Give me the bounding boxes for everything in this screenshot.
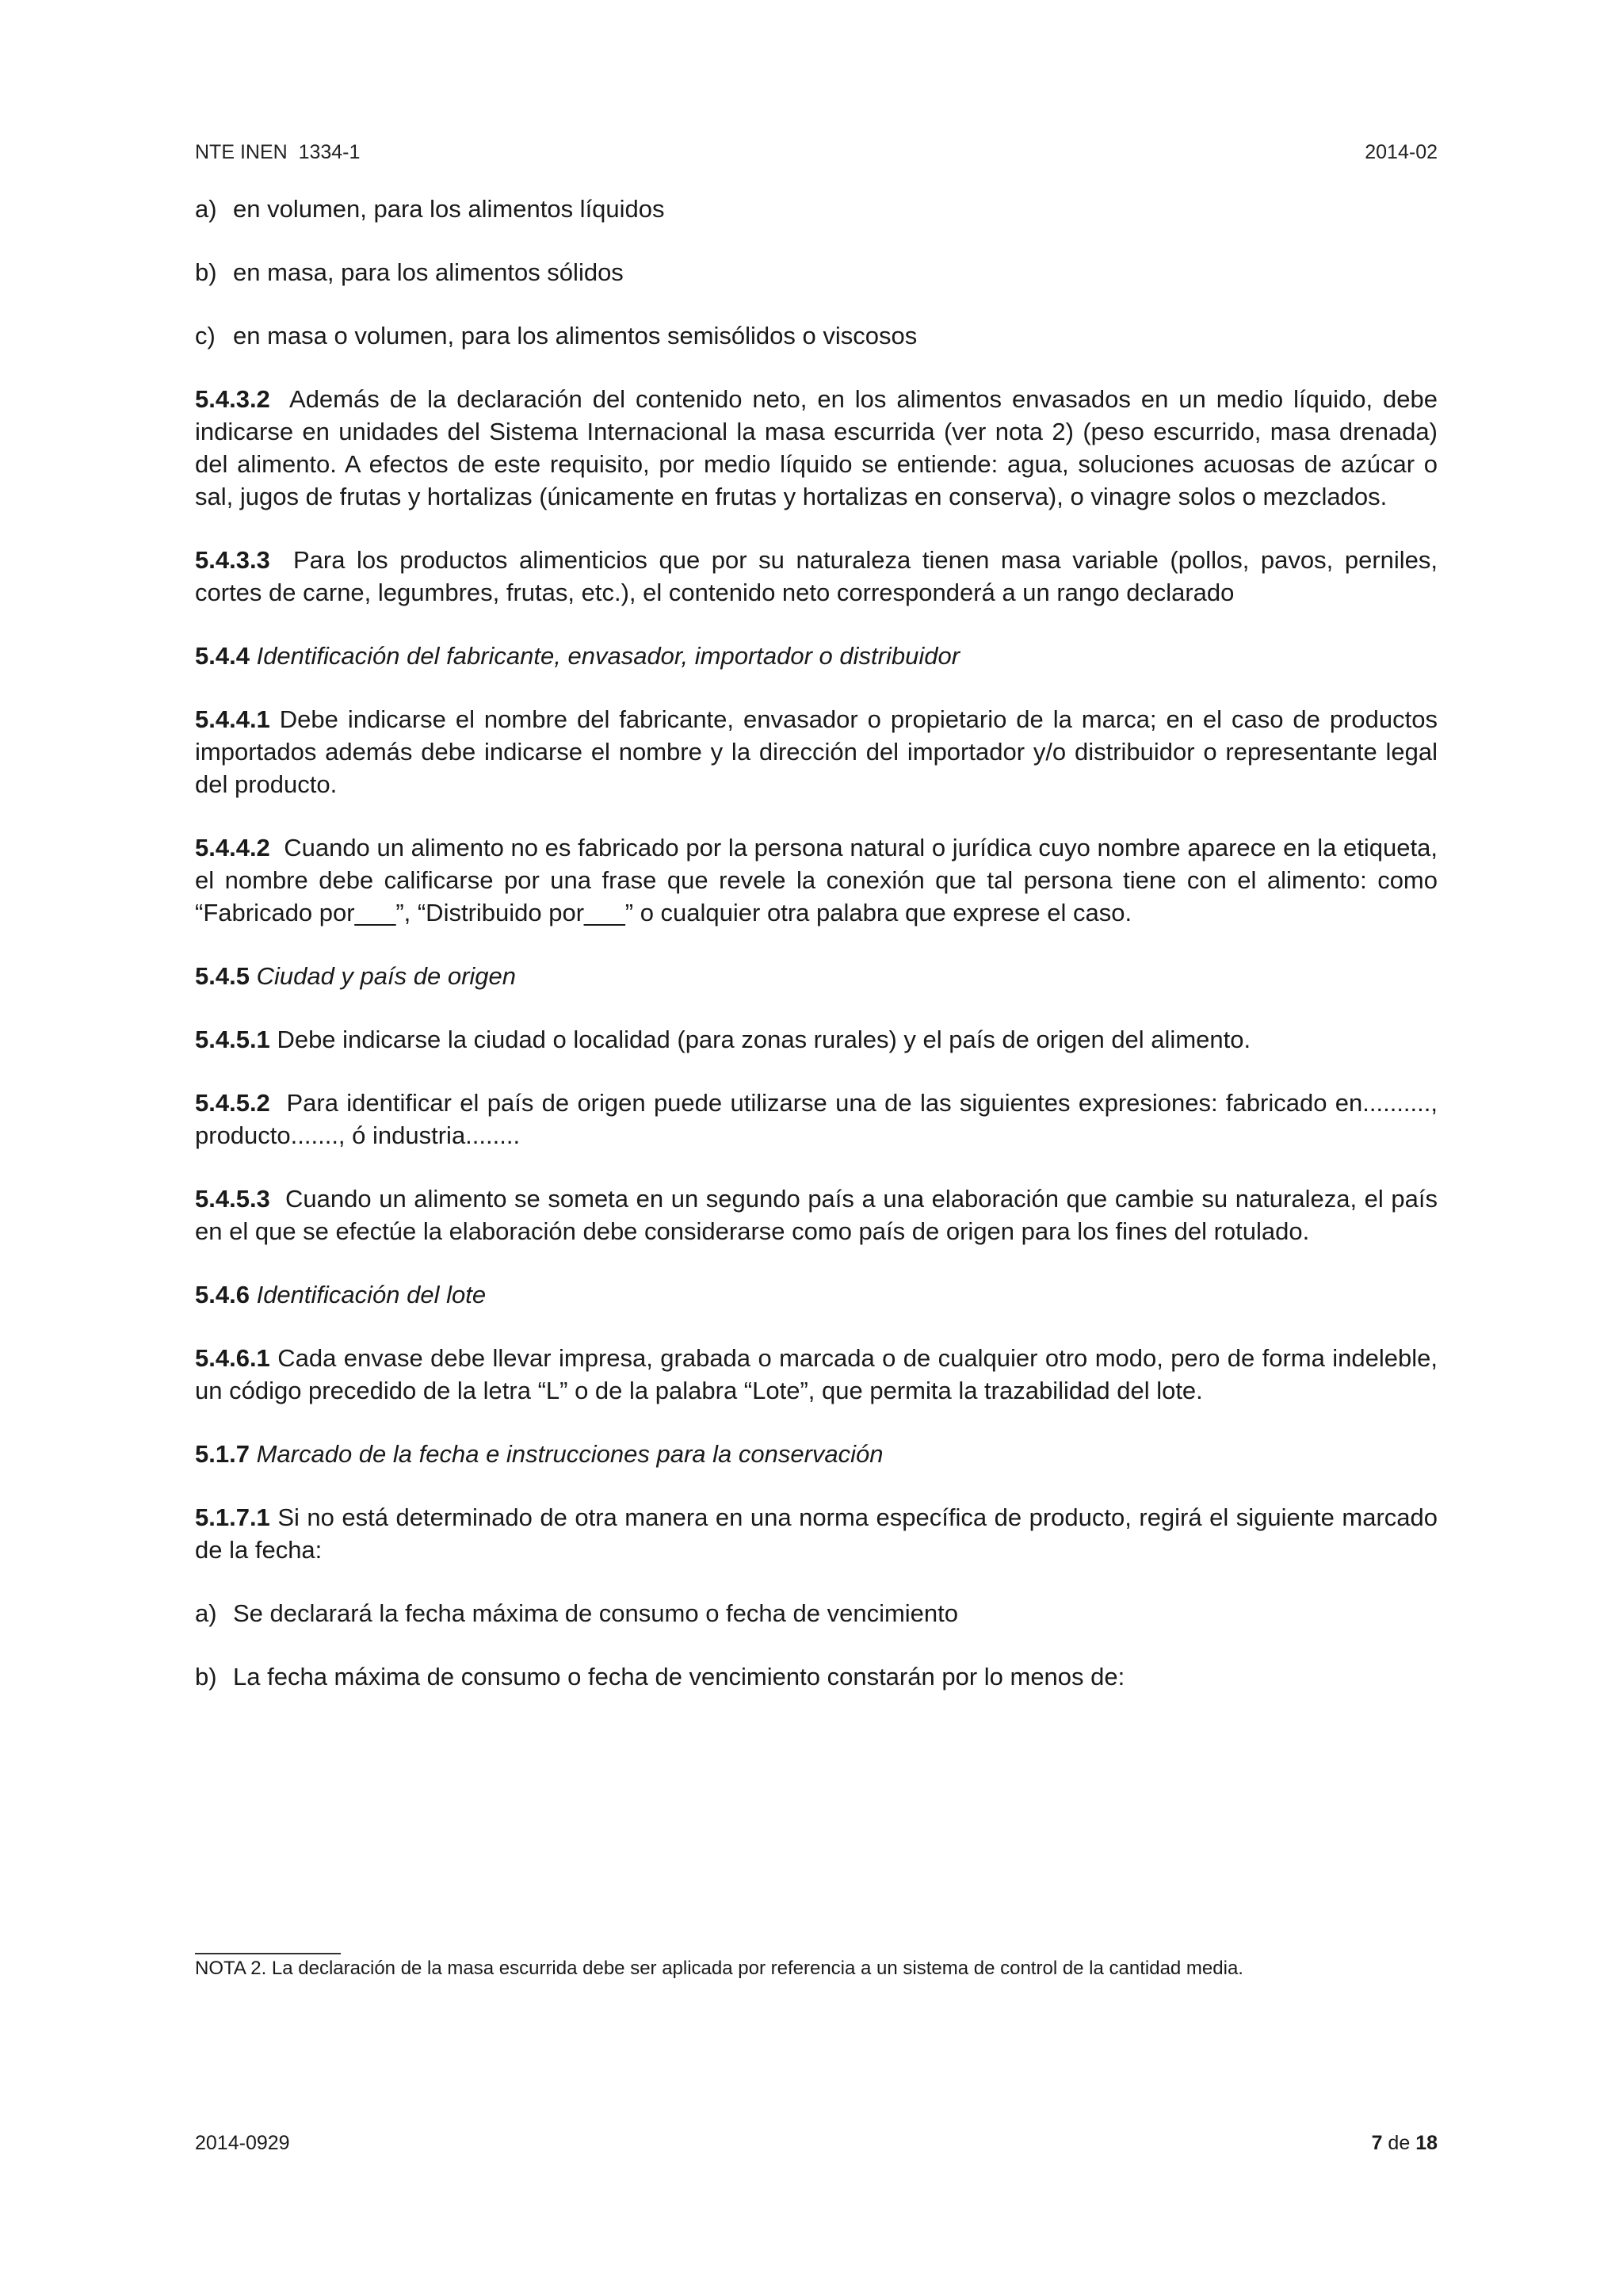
section-number: 5.4.5 <box>195 962 250 990</box>
heading-5-4-6 <box>195 1278 1438 1311</box>
section-number: 5.4.3.3 <box>195 546 270 574</box>
paragraph-text: Cuando un alimento se someta en un segundo país a una elaboración que cambie su naturaleza, el país en el que se efectúe la elaboración debe considerarse como país de origen para los fines del rotulado. <box>195 1185 1438 1245</box>
list-label: a) <box>195 1599 217 1627</box>
section-title: Identificación del lote <box>256 1281 487 1308</box>
list-item <box>195 319 1438 352</box>
list-text: en masa o volumen, para los alimentos semisólidos o viscosos <box>233 322 918 350</box>
heading-5-4-4 <box>195 640 1438 672</box>
list-item <box>195 256 1438 288</box>
footnote: NOTA 2. La declaración de la masa escurrida debe ser aplicada por referencia a un sistema de control de la cantidad media. <box>195 1958 1243 1979</box>
paragraph-text: Además de la declaración del contenido neto, en los alimentos envasados en un medio líquido, debe indicarse en unidades del Sistema Internacional la masa escurrida (ver nota 2) (peso escurrido, masa drenada) del alimento. A efectos de este requisito, por medio líquido se entiende: agua, soluciones acuosas de azúcar o sal, jugos de frutas y hortalizas (únicamente en frutas y hortalizas en conserva), o vinagre solos o mezclados. <box>195 385 1438 510</box>
heading-5-1-7 <box>195 1438 1438 1470</box>
section-number: 5.4.4 <box>195 642 250 670</box>
list-label: b) <box>195 258 217 286</box>
section-number: 5.4.5.2 <box>195 1089 270 1117</box>
list-label: b) <box>195 1663 217 1690</box>
list-item <box>195 1660 1438 1693</box>
paragraph-5-4-3-2 <box>195 383 1438 513</box>
list-text: La fecha máxima de consumo o fecha de vencimiento constarán por lo menos de: <box>233 1663 1125 1690</box>
section-title: Ciudad y país de origen <box>256 962 517 990</box>
paragraph-text: Para los productos alimenticios que por su naturaleza tienen masa variable (pollos, pavos, perniles, cortes de carne, legumbres, frutas, etc.), el contenido neto corresponderá a un rango declarado <box>195 546 1438 606</box>
current-page: 7 <box>1371 2132 1383 2154</box>
paragraph-text: Cuando un alimento no es fabricado por la persona natural o jurídica cuyo nombre aparece en la etiqueta, el nombre debe calificarse por una frase que revele la conexión que tal persona tiene con el alimento: como “Fabricado por___”, “Distribuido por___” o cualquier otra palabra que exprese el caso. <box>195 834 1438 926</box>
section-number: 5.4.5.1 <box>195 1026 270 1053</box>
paragraph-text: Debe indicarse la ciudad o localidad (para zonas rurales) y el país de origen del alimento. <box>277 1026 1251 1053</box>
page-of: de <box>1388 2132 1411 2154</box>
section-number: 5.4.5.3 <box>195 1185 270 1213</box>
list-text: en masa, para los alimentos sólidos <box>233 258 624 286</box>
paragraph-5-1-7-1 <box>195 1501 1438 1566</box>
list-text: Se declarará la fecha máxima de consumo o fecha de vencimiento <box>233 1599 958 1627</box>
page-footer <box>195 2132 1438 2155</box>
heading-5-4-5 <box>195 960 1438 992</box>
list-text: en volumen, para los alimentos líquidos <box>233 195 665 223</box>
paragraph-5-4-5-1 <box>195 1023 1438 1056</box>
paragraph-text: Si no está determinado de otra manera en una norma específica de producto, regirá el siguiente marcado de la fecha: <box>195 1503 1438 1564</box>
list-label: a) <box>195 195 217 223</box>
paragraph-5-4-4-2 <box>195 831 1438 929</box>
section-number: 5.4.3.2 <box>195 385 270 413</box>
paragraph-5-4-5-2 <box>195 1087 1438 1152</box>
list-label: c) <box>195 322 216 350</box>
paragraph-text: Para identificar el país de origen puede utilizarse una de las siguientes expresiones: fabricado en.........., producto......., ó industria........ <box>195 1089 1438 1149</box>
section-number: 5.1.7 <box>195 1440 250 1468</box>
total-pages: 18 <box>1415 2132 1438 2154</box>
page-number <box>1372 2132 1438 2155</box>
section-title: Identificación del fabricante, envasador, importador o distribuidor <box>256 642 960 670</box>
paragraph-text: Debe indicarse el nombre del fabricante, envasador o propietario de la marca; en el caso de productos importados además debe indicarse el nombre y la dirección del importador y/o distribuidor o representante legal del producto. <box>195 705 1438 798</box>
paragraph-5-4-5-3 <box>195 1182 1438 1247</box>
edition-date: 2014-02 <box>1365 141 1438 163</box>
document-code: 2014-0929 <box>195 2132 290 2154</box>
section-number: 5.4.4.2 <box>195 834 270 861</box>
section-number: 5.1.7.1 <box>195 1503 270 1531</box>
section-title: Marcado de la fecha e instrucciones para la conservación <box>256 1440 884 1468</box>
list-item <box>195 193 1438 225</box>
paragraph-5-4-4-1 <box>195 703 1438 800</box>
paragraph-5-4-6-1 <box>195 1342 1438 1407</box>
section-number: 5.4.4.1 <box>195 705 270 733</box>
paragraph-text: Cada envase debe llevar impresa, grabada o marcada o de cualquier otro modo, pero de forma indeleble, un código precedido de la letra “L” o de la palabra “Lote”, que permita la trazabilidad del lote. <box>195 1344 1438 1404</box>
standard-code: NTE INEN 1334-1 <box>195 141 361 163</box>
list-item <box>195 1597 1438 1629</box>
document-body <box>195 193 1438 1724</box>
section-number: 5.4.6 <box>195 1281 250 1308</box>
section-number: 5.4.6.1 <box>195 1344 270 1372</box>
page-header <box>195 141 1438 164</box>
paragraph-5-4-3-3 <box>195 544 1438 609</box>
footnote-divider <box>195 1953 341 1954</box>
